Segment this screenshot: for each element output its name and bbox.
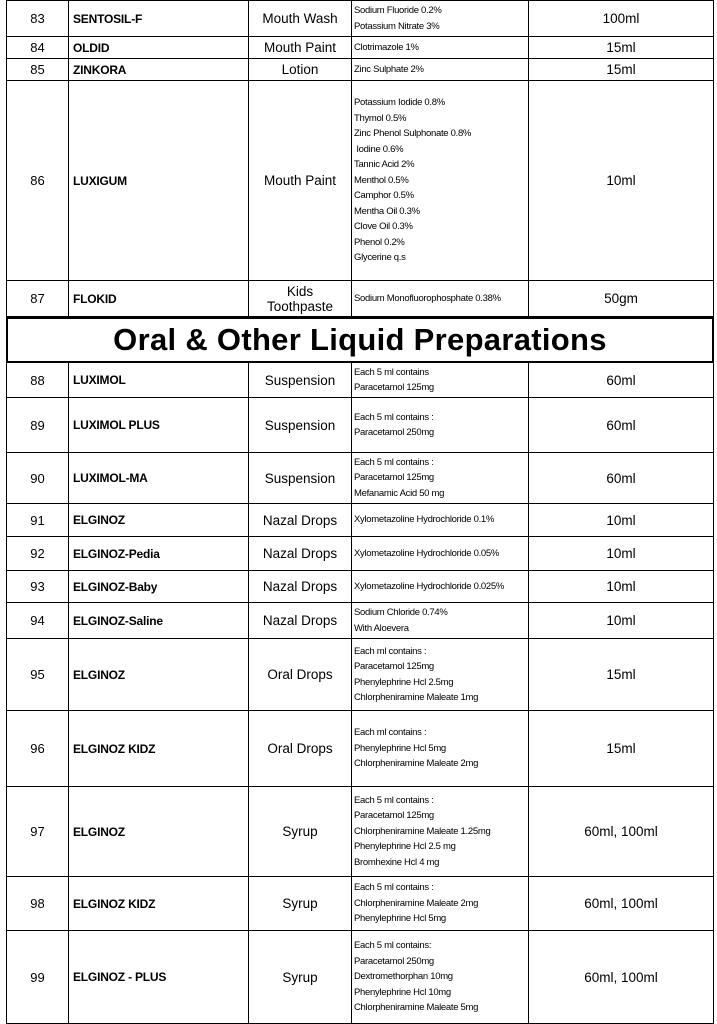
table-row	[6, 571, 714, 603]
composition	[351, 931, 528, 1023]
pack-size: 60ml, 100ml	[528, 877, 714, 930]
section-heading: Oral & Other Liquid Preparations	[6, 317, 714, 363]
dosage-form: Syrup	[248, 931, 351, 1023]
composition-line: Paracetamol 125mg	[354, 661, 434, 672]
composition	[351, 281, 528, 316]
pack-size: 10ml	[528, 81, 714, 280]
composition-line: Chlorpheniramine Maleate 2mg	[354, 897, 479, 909]
composition-line: Mefanamic Acid 50 mg	[354, 487, 445, 499]
composition-line: Each 5 ml contains :	[354, 794, 434, 806]
dosage-form: Oral Drops	[248, 639, 351, 710]
pack-size: 60ml, 100ml	[528, 931, 714, 1023]
table-row	[6, 398, 714, 453]
composition	[351, 504, 528, 536]
composition-line: Phenol 0.2%	[354, 236, 405, 248]
composition-line: Thymol 0.5%	[354, 112, 407, 124]
composition	[351, 877, 528, 930]
composition-line: Sodium Monofluorophosphate 0.38%	[354, 292, 501, 304]
table-row	[6, 787, 714, 877]
product-name: ELGINOZ-Saline	[68, 603, 248, 638]
serial-number: 99	[6, 931, 68, 1023]
pack-size: 15ml	[528, 711, 714, 786]
product-name: ELGINOZ-Baby	[68, 571, 248, 602]
composition-line: Xylometazoline Hydrochloride 0.1%	[354, 514, 495, 526]
composition-line: Each 5 ml contains :	[354, 882, 434, 894]
table-row	[6, 877, 714, 931]
serial-number: 98	[6, 877, 68, 930]
pack-size: 60ml	[528, 453, 714, 503]
composition-line: Sodium Fluoride 0.2%	[354, 5, 442, 16]
pack-size: 10ml	[528, 537, 714, 570]
composition	[351, 59, 528, 80]
product-name: LUXIGUM	[68, 81, 248, 280]
composition-line: Each ml contains :	[354, 645, 427, 657]
composition-line: Each ml contains :	[354, 727, 427, 739]
composition-line: Potassium Nitrate 3%	[354, 20, 440, 32]
dosage-form: Syrup	[248, 787, 351, 876]
composition-line: Iodine 0.6%	[354, 143, 404, 155]
dosage-form: Suspension	[248, 363, 351, 397]
table-row	[6, 537, 714, 571]
product-name: ELGINOZ	[68, 504, 248, 536]
composition-line: Tannic Acid 2%	[354, 159, 415, 171]
dosage-form: Syrup	[248, 877, 351, 930]
dosage-form: Oral Drops	[248, 711, 351, 786]
composition-line: Xylometazoline Hydrochloride 0.05%	[354, 547, 500, 559]
composition-line: Phenylephrine Hcl 5mg	[354, 742, 446, 754]
pack-size: 15ml	[528, 59, 714, 80]
dosage-form: Nazal Drops	[248, 504, 351, 536]
composition-line: Zinc Phenol Sulphonate 0.8%	[354, 128, 472, 140]
table-row	[6, 711, 714, 787]
table-row	[6, 59, 714, 81]
pack-size: 10ml	[528, 603, 714, 638]
serial-number: 94	[6, 603, 68, 638]
composition-line: Chlorpheniramine Maleate 2mg	[354, 758, 479, 770]
dosage-form: Suspension	[248, 398, 351, 452]
pack-size: 15ml	[528, 639, 714, 710]
serial-number: 95	[6, 639, 68, 710]
table-row	[6, 931, 714, 1024]
dosage-form: Suspension	[248, 453, 351, 503]
composition	[351, 787, 528, 876]
pack-size: 10ml	[528, 571, 714, 602]
serial-number: 92	[6, 537, 68, 570]
pack-size: 50gm	[528, 281, 714, 316]
composition-line: Phenylephrine Hcl 5mg	[354, 913, 446, 925]
product-name: LUXIMOL PLUS	[68, 398, 248, 452]
composition-line: Xylometazoline Hydrochloride 0.025%	[354, 580, 505, 592]
serial-number: 87	[6, 281, 68, 316]
composition-line: Camphor 0.5%	[354, 190, 414, 202]
composition-line: Each 5 ml contains :	[354, 411, 434, 423]
composition	[351, 639, 528, 710]
dosage-form-text: Kids Toothpaste	[266, 283, 334, 314]
pack-size: 15ml	[528, 37, 714, 58]
serial-number: 86	[6, 81, 68, 280]
composition	[351, 603, 528, 638]
dosage-form: Lotion	[248, 59, 351, 80]
composition-line: Phenylephrine Hcl 2.5 mg	[354, 841, 456, 853]
composition-line: Phenylephrine Hcl 10mg	[354, 986, 451, 998]
composition-line: Each 5 ml contains :	[354, 456, 434, 468]
product-name: ELGINOZ KIDZ	[68, 877, 248, 930]
composition-line: Potassium Iodide 0.8%	[354, 97, 445, 109]
product-name: ELGINOZ	[68, 639, 248, 710]
composition-line: Phenylephrine Hcl 2.5mg	[354, 676, 454, 688]
composition	[351, 571, 528, 602]
composition-line: Paracetamol 250mg	[354, 427, 434, 438]
composition-line: Paracetamol 125mg	[354, 810, 434, 822]
composition-line: Paracetamol 250mg	[354, 955, 434, 967]
composition-line: Each 5 ml contains	[354, 366, 429, 378]
composition	[351, 537, 528, 570]
composition-line: With Aloevera	[354, 622, 409, 634]
dosage-form: Nazal Drops	[248, 603, 351, 638]
composition	[351, 711, 528, 786]
product-name: ELGINOZ	[68, 787, 248, 876]
table-row	[6, 504, 714, 537]
table-row	[6, 639, 714, 711]
composition-line: Paracetamol 125mg	[354, 472, 434, 484]
product-name: LUXIMOL	[68, 363, 248, 397]
dosage-form: Mouth Paint	[248, 81, 351, 280]
composition-line: Chlorpheniramine Maleate 1.25mg	[354, 825, 491, 837]
table-row	[6, 363, 714, 398]
composition-line: Menthol 0.5%	[354, 174, 409, 186]
product-name: ELGINOZ KIDZ	[68, 711, 248, 786]
pack-size: 10ml	[528, 504, 714, 536]
composition	[351, 81, 528, 280]
composition	[351, 37, 528, 58]
composition-line: Chlorpheniramine Maleate 1mg	[354, 692, 479, 703]
composition-line: Each 5 ml contains:	[354, 940, 432, 952]
table-row	[6, 453, 714, 504]
serial-number: 83	[6, 1, 68, 36]
product-name: ELGINOZ - PLUS	[68, 931, 248, 1023]
serial-number: 93	[6, 571, 68, 602]
composition-line: Bromhexine Hcl 4 mg	[354, 856, 440, 868]
table-row	[6, 37, 714, 59]
serial-number: 89	[6, 398, 68, 452]
product-name: ZINKORA	[68, 59, 248, 80]
composition-line: Mentha Oil 0.3%	[354, 205, 420, 217]
dosage-form	[248, 281, 351, 316]
table-row	[6, 0, 714, 37]
serial-number: 91	[6, 504, 68, 536]
serial-number: 85	[6, 59, 68, 80]
composition-line: Zinc Sulphate 2%	[354, 63, 424, 75]
dosage-form: Mouth Paint	[248, 37, 351, 58]
serial-number: 96	[6, 711, 68, 786]
serial-number: 88	[6, 363, 68, 397]
pack-size: 60ml, 100ml	[528, 787, 714, 876]
product-name: LUXIMOL-MA	[68, 453, 248, 503]
dosage-form: Nazal Drops	[248, 571, 351, 602]
composition	[351, 398, 528, 452]
composition	[351, 1, 528, 36]
pack-size: 60ml	[528, 398, 714, 452]
composition	[351, 453, 528, 503]
composition-line: Glycerine q.s	[354, 252, 406, 264]
table-row	[6, 81, 714, 281]
pack-size: 100ml	[528, 1, 714, 36]
composition-line: Paracetamol 125mg	[354, 382, 434, 393]
composition-line: Chlorpheniramine Maleate 5mg	[354, 1002, 479, 1014]
composition-line: Sodium Chloride 0.74%	[354, 607, 448, 618]
table-row	[6, 281, 714, 317]
composition	[351, 363, 528, 397]
pack-size: 60ml	[528, 363, 714, 397]
product-name: SENTOSIL-F	[68, 1, 248, 36]
dosage-form: Mouth Wash	[248, 1, 351, 36]
serial-number: 90	[6, 453, 68, 503]
serial-number: 84	[6, 37, 68, 58]
serial-number: 97	[6, 787, 68, 876]
product-name: FLOKID	[68, 281, 248, 316]
product-name: ELGINOZ-Pedia	[68, 537, 248, 570]
product-name: OLDID	[68, 37, 248, 58]
table-row	[6, 603, 714, 639]
composition-line: Clotrimazole 1%	[354, 41, 419, 53]
dosage-form: Nazal Drops	[248, 537, 351, 570]
composition-line: Dextromethorphan 10mg	[354, 971, 453, 983]
composition-line: Clove Oil 0.3%	[354, 221, 413, 233]
